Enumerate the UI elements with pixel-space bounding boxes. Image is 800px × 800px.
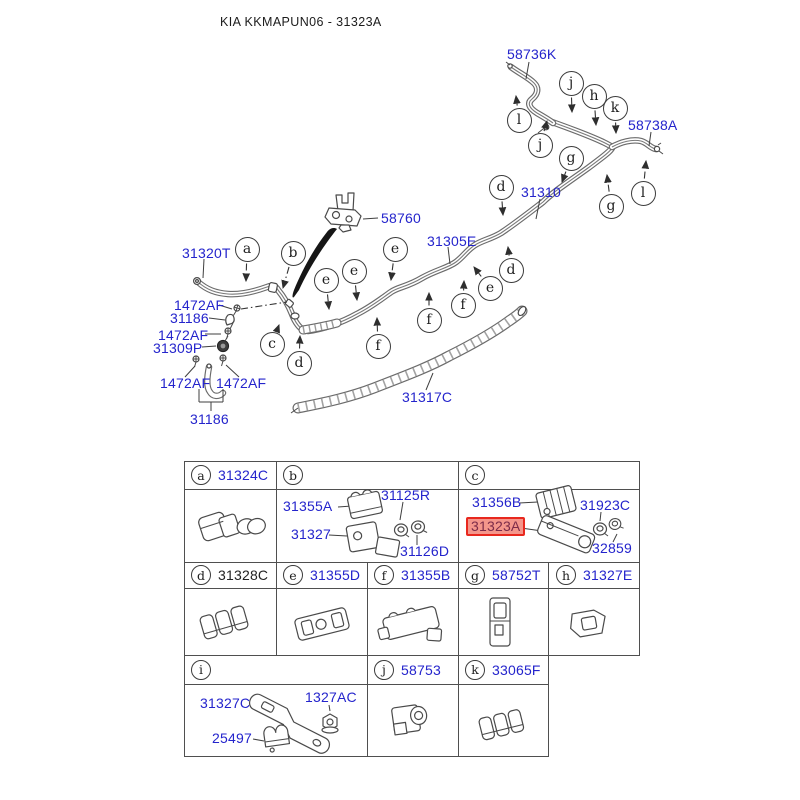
part-label-58736K[interactable]: 58736K <box>507 46 557 62</box>
table-header-a <box>185 462 275 488</box>
part-label-1472AF[interactable]: 1472AF <box>216 375 267 391</box>
table-header-d <box>185 563 275 587</box>
table-callout-k: k <box>465 660 485 680</box>
callout-l: l <box>507 108 532 133</box>
part-code-58752T[interactable]: 58752T <box>492 567 541 583</box>
callout-d: d <box>499 258 524 283</box>
table-header-e <box>277 563 366 587</box>
part-code-31324C[interactable]: 31324C <box>218 467 269 483</box>
callout-j: j <box>528 133 553 158</box>
table-callout-h: h <box>556 565 576 585</box>
table-header-f <box>368 563 457 587</box>
part-label-58738A[interactable]: 58738A <box>628 117 678 133</box>
part-label-31355A[interactable]: 31355A <box>283 498 333 514</box>
table-header-h <box>550 563 639 587</box>
table-header-k <box>459 656 548 683</box>
part-label-32859[interactable]: 32859 <box>592 540 632 556</box>
callout-g: g <box>559 146 584 171</box>
part-code-33065F[interactable]: 33065F <box>492 661 541 678</box>
table-header-c <box>459 462 639 488</box>
callout-j: j <box>559 71 584 96</box>
part-code-58753[interactable]: 58753 <box>401 661 441 678</box>
page-title: KIA KKMAPUN06 - 31323A <box>220 15 382 29</box>
part-code-31355B[interactable]: 31355B <box>401 567 451 583</box>
part-label-31310[interactable]: 31310 <box>521 184 561 200</box>
callout-a: a <box>235 237 260 262</box>
part-label-1472AF[interactable]: 1472AF <box>174 297 225 313</box>
table-callout-i: i <box>191 660 211 680</box>
part-label-1327AC[interactable]: 1327AC <box>305 689 357 705</box>
callout-e: e <box>383 237 408 262</box>
part-label-1472AF[interactable]: 1472AF <box>158 327 209 343</box>
table-header-g <box>459 563 548 587</box>
table-callout-c: c <box>465 465 485 485</box>
part-label-31320T[interactable]: 31320T <box>182 245 231 261</box>
callout-f: f <box>417 308 442 333</box>
callout-e: e <box>478 276 503 301</box>
table-header-b <box>277 462 457 488</box>
callout-k: k <box>603 96 628 121</box>
callout-l: l <box>631 181 656 206</box>
part-label-25497[interactable]: 25497 <box>212 730 252 746</box>
part-code-31327E[interactable]: 31327E <box>583 567 633 583</box>
part-label-31305E[interactable]: 31305E <box>427 233 477 249</box>
part-label-58760[interactable]: 58760 <box>381 210 421 226</box>
table-callout-j: j <box>374 660 394 680</box>
callout-c: c <box>260 332 285 357</box>
part-label-31327[interactable]: 31327 <box>291 526 331 542</box>
part-label-1472AF[interactable]: 1472AF <box>160 375 211 391</box>
part-label-31317C[interactable]: 31317C <box>402 389 453 405</box>
part-label-31327C[interactable]: 31327C <box>200 695 251 711</box>
highlighted-part-31323A[interactable]: 31323A <box>466 517 525 536</box>
callout-g: g <box>599 194 624 219</box>
table-callout-f: f <box>374 565 394 585</box>
part-label-31125R[interactable]: 31125R <box>381 487 431 503</box>
part-code-31328C: 31328C <box>218 567 269 583</box>
table-callout-g: g <box>465 565 485 585</box>
callout-d: d <box>287 351 312 376</box>
part-label-31923C[interactable]: 31923C <box>580 497 631 513</box>
part-label-31186[interactable]: 31186 <box>170 310 209 326</box>
callout-b: b <box>281 241 306 266</box>
part-label-31126D[interactable]: 31126D <box>400 543 450 559</box>
table-callout-a: a <box>191 465 211 485</box>
table-callout-e: e <box>283 565 303 585</box>
part-label-31309P[interactable]: 31309P <box>153 340 203 356</box>
callout-f: f <box>451 293 476 318</box>
callout-d: d <box>489 175 514 200</box>
callout-e: e <box>314 268 339 293</box>
part-label-31186[interactable]: 31186 <box>190 411 229 427</box>
table-callout-b: b <box>283 465 303 485</box>
table-callout-d: d <box>191 565 211 585</box>
table-header-j <box>368 656 457 683</box>
callout-e: e <box>342 259 367 284</box>
part-code-31355D[interactable]: 31355D <box>310 567 361 583</box>
part-label-31356B[interactable]: 31356B <box>472 494 522 510</box>
callout-f: f <box>366 334 391 359</box>
table-header-i <box>185 656 366 683</box>
callout-h: h <box>582 84 607 109</box>
